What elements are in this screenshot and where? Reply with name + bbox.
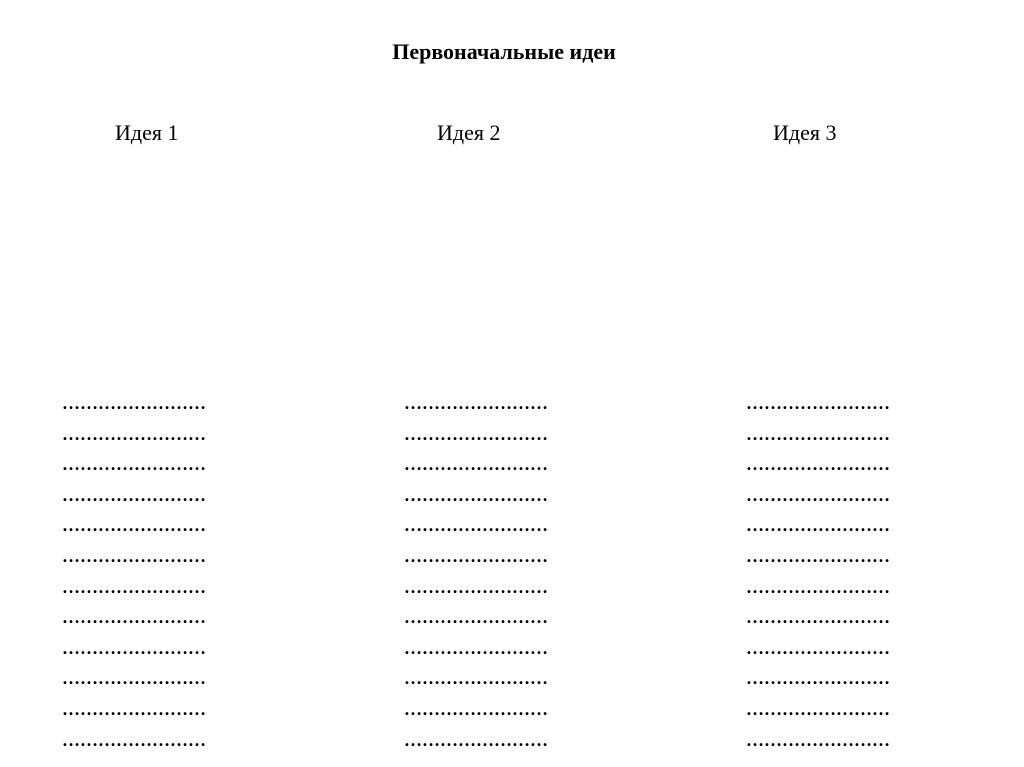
- dotted-line: ……………………: [746, 545, 890, 566]
- idea-heading-2: Идея 2: [437, 120, 501, 145]
- dotted-line: ……………………: [746, 729, 890, 750]
- dotted-line: ……………………: [404, 423, 548, 444]
- idea-heading-3: Идея 3: [773, 120, 837, 145]
- idea-3-dotted-lines: [746, 388, 890, 755]
- dotted-line: ……………………: [746, 576, 890, 597]
- dotted-line: ……………………: [746, 484, 890, 505]
- dotted-line: ……………………: [746, 454, 890, 475]
- dotted-line: ……………………: [746, 423, 890, 444]
- dotted-line: ……………………: [746, 515, 890, 536]
- idea-2-dotted-lines: [404, 388, 548, 755]
- dotted-line: ……………………: [404, 668, 548, 689]
- dotted-line: ……………………: [404, 515, 548, 536]
- dotted-line: ……………………: [746, 637, 890, 658]
- dotted-line: ……………………: [62, 454, 206, 475]
- dotted-line: ……………………: [62, 698, 206, 719]
- dotted-line: ……………………: [62, 729, 206, 750]
- dotted-line: ……………………: [62, 545, 206, 566]
- page-title: Первоначальные идеи: [392, 39, 616, 64]
- dotted-line: ……………………: [62, 515, 206, 536]
- dotted-line: ……………………: [404, 393, 548, 413]
- dotted-line: ……………………: [404, 607, 548, 628]
- dotted-line: ……………………: [404, 637, 548, 658]
- dotted-line: ……………………: [404, 729, 548, 750]
- idea-heading-1: Идея 1: [115, 120, 179, 145]
- dotted-line: ……………………: [404, 545, 548, 566]
- idea-1-dotted-lines: [62, 388, 206, 755]
- dotted-line: ……………………: [62, 637, 206, 658]
- dotted-line: ……………………: [746, 668, 890, 689]
- dotted-line: ……………………: [404, 484, 548, 505]
- dotted-line: ……………………: [62, 484, 206, 505]
- dotted-line: ……………………: [746, 698, 890, 719]
- dotted-line: ……………………: [62, 423, 206, 444]
- dotted-line: ……………………: [62, 393, 206, 413]
- dotted-line: ……………………: [746, 393, 890, 413]
- dotted-line: ……………………: [746, 607, 890, 628]
- dotted-line: ……………………: [62, 607, 206, 628]
- dotted-line: ……………………: [404, 698, 548, 719]
- dotted-line: ……………………: [62, 576, 206, 597]
- dotted-line: ……………………: [404, 576, 548, 597]
- dotted-line: ……………………: [62, 668, 206, 689]
- dotted-line: ……………………: [404, 454, 548, 475]
